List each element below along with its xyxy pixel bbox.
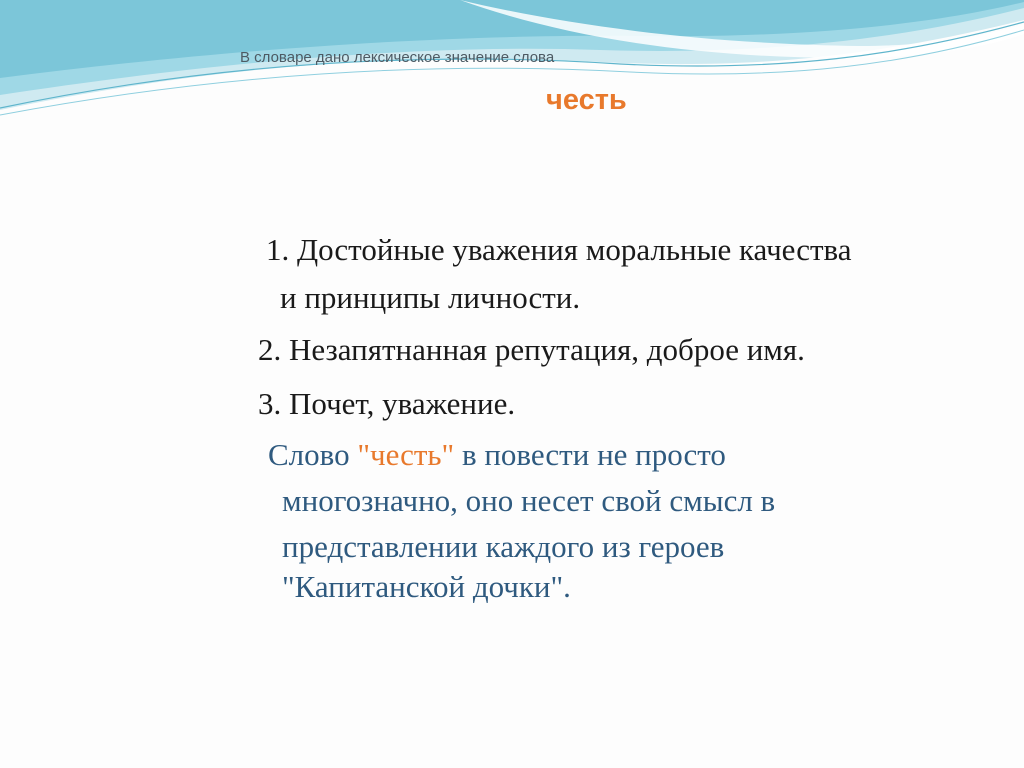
definition-1-line-2: и принципы личности. xyxy=(280,280,581,315)
definition-1-line-1 xyxy=(266,232,852,268)
commentary-line-1 xyxy=(268,437,726,473)
definition-2-number: 2. xyxy=(258,332,282,367)
definition-3-text: Почет, уважение. xyxy=(289,386,516,421)
definition-2 xyxy=(258,332,805,368)
slide-keyword: честь xyxy=(546,84,627,116)
definition-2-text: Незапятнанная репутация, доброе имя. xyxy=(289,332,805,367)
definition-3 xyxy=(258,386,515,422)
slide-subtitle: В словаре дано лексическое значение слова xyxy=(240,49,555,66)
definition-3-number: 3. xyxy=(258,386,282,421)
commentary-line-4: "Капитанской дочки". xyxy=(282,569,571,604)
commentary-line-3: представлении каждого из героев xyxy=(282,529,725,564)
commentary-highlight-word: "честь" xyxy=(357,437,455,472)
definition-1-number: 1. xyxy=(266,232,290,267)
commentary-line-2: многозначно, оно несет свой смысл в xyxy=(282,483,776,518)
commentary-suffix: в повести не просто xyxy=(454,437,726,472)
definition-1-text: Достойные уважения моральные качества xyxy=(297,232,852,267)
commentary-prefix: Слово xyxy=(268,437,358,472)
